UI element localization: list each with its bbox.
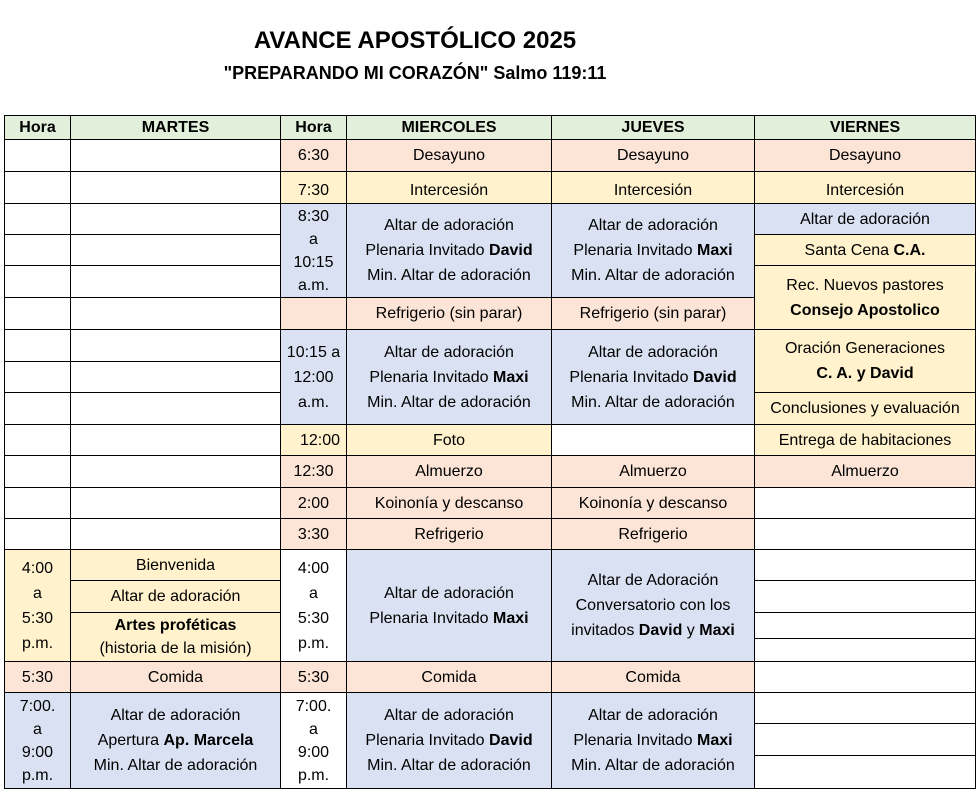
empty-cell <box>70 139 281 172</box>
viernes-desayuno: Desayuno <box>754 139 976 172</box>
jueves-koinonia: Koinonía y descanso <box>551 487 755 519</box>
miercoles-bloque-1: Altar de adoración Plenaria Invitado David Min. Altar de adoración <box>346 203 552 298</box>
empty-cell <box>754 755 976 789</box>
jueves-comida: Comida <box>551 661 755 693</box>
empty-cell <box>4 265 71 298</box>
empty-cell <box>70 203 281 235</box>
empty-cell <box>754 612 976 639</box>
miercoles-comida: Comida <box>346 661 552 693</box>
empty-cell <box>4 234 71 266</box>
time-cell: 7:00. a 9:00 p.m. <box>4 692 71 789</box>
viernes-almuerzo: Almuerzo <box>754 455 976 488</box>
empty-cell <box>754 638 976 662</box>
empty-cell <box>4 424 71 456</box>
empty-cell <box>70 487 281 519</box>
jueves-almuerzo: Almuerzo <box>551 455 755 488</box>
empty-cell <box>4 297 71 330</box>
jueves-refrigerio: Refrigerio <box>551 518 755 550</box>
empty-cell <box>70 329 281 362</box>
time-cell: 12:00 <box>280 424 347 456</box>
jueves-bloque-1: Altar de adoración Plenaria Invitado Maxi Min. Altar de adoración <box>551 203 755 298</box>
empty-cell <box>4 329 71 362</box>
jueves-noche: Altar de adoración Plenaria Invitado Maxi Min. Altar de adoración <box>551 692 755 789</box>
miercoles-desayuno: Desayuno <box>346 139 552 172</box>
miercoles-refrigerio-sin-parar: Refrigerio (sin parar) <box>346 297 552 330</box>
viernes-santa-cena: Santa Cena C.A. <box>754 234 976 266</box>
martes-comida: Comida <box>70 661 281 693</box>
empty-cell <box>70 392 281 425</box>
martes-altar: Altar de adoración <box>70 580 281 613</box>
page-subtitle: "PREPARANDO MI CORAZÓN" Salmo 119:11 <box>223 63 607 83</box>
empty-cell <box>754 487 976 519</box>
viernes-conclusiones: Conclusiones y evaluación <box>754 392 976 425</box>
miercoles-noche: Altar de adoración Plenaria Invitado David Min. Altar de adoración <box>346 692 552 789</box>
header-hora-1: Hora <box>4 115 71 140</box>
miercoles-refrigerio: Refrigerio <box>346 518 552 550</box>
empty-cell <box>754 692 976 724</box>
empty-cell <box>4 171 71 204</box>
empty-cell <box>70 424 281 456</box>
empty-cell <box>4 518 71 550</box>
time-cell: 7:30 <box>280 171 347 204</box>
jueves-intercesion: Intercesión <box>551 171 755 204</box>
time-cell: 5:30 <box>4 661 71 693</box>
viernes-habitaciones: Entrega de habitaciones <box>754 424 976 456</box>
empty-cell <box>4 361 71 393</box>
empty-cell <box>70 234 281 266</box>
time-cell: 8:30 a 10:15 a.m. <box>280 203 347 298</box>
empty-cell <box>70 171 281 204</box>
empty-cell <box>754 518 976 550</box>
time-cell: 4:00 a 5:30 p.m. <box>280 549 347 662</box>
martes-bienvenida: Bienvenida <box>70 549 281 581</box>
empty-cell <box>754 661 976 693</box>
jueves-desayuno: Desayuno <box>551 139 755 172</box>
page-title: AVANCE APOSTÓLICO 2025 <box>253 27 577 54</box>
empty-cell <box>4 392 71 425</box>
miercoles-almuerzo: Almuerzo <box>346 455 552 488</box>
empty-cell <box>70 265 281 298</box>
empty-cell <box>70 361 281 393</box>
header-jueves: JUEVES <box>551 115 755 140</box>
time-cell: 12:30 <box>280 455 347 488</box>
time-cell <box>280 297 347 330</box>
header-hora-2: Hora <box>280 115 347 140</box>
empty-cell <box>754 580 976 613</box>
empty-cell <box>70 297 281 330</box>
viernes-altar: Altar de adoración <box>754 203 976 235</box>
time-cell: 7:00. a 9:00 p.m. <box>280 692 347 789</box>
time-cell: 3:30 <box>280 518 347 550</box>
miercoles-tarde: Altar de adoración Plenaria Invitado Maxi <box>346 549 552 662</box>
empty-cell <box>4 139 71 172</box>
jueves-tarde: Altar de Adoración Conversatorio con los invitados David y Maxi <box>551 549 755 662</box>
time-cell: 5:30 <box>280 661 347 693</box>
jueves-refrigerio-sin-parar: Refrigerio (sin parar) <box>551 297 755 330</box>
miercoles-intercesion: Intercesión <box>346 171 552 204</box>
header-miercoles: MIERCOLES <box>346 115 552 140</box>
empty-cell <box>754 723 976 756</box>
martes-noche: Altar de adoración Apertura Ap. Marcela Min. Altar de adoración <box>70 692 281 789</box>
empty-cell <box>70 518 281 550</box>
time-cell: 2:00 <box>280 487 347 519</box>
header-viernes: VIERNES <box>754 115 976 140</box>
viernes-rec-pastores: Rec. Nuevos pastores Consejo Apostolico <box>754 265 976 330</box>
time-cell: 10:15 a 12:00 a.m. <box>280 329 347 425</box>
empty-cell <box>551 424 755 456</box>
time-cell: 6:30 <box>280 139 347 172</box>
viernes-oracion: Oración Generaciones C. A. y David <box>754 329 976 393</box>
miercoles-foto: Foto <box>346 424 552 456</box>
empty-cell <box>4 203 71 235</box>
jueves-bloque-2: Altar de adoración Plenaria Invitado David Min. Altar de adoración <box>551 329 755 425</box>
header-martes: MARTES <box>70 115 281 140</box>
viernes-intercesion: Intercesión <box>754 171 976 204</box>
miercoles-koinonia: Koinonía y descanso <box>346 487 552 519</box>
empty-cell <box>4 487 71 519</box>
empty-cell <box>70 455 281 488</box>
empty-cell <box>4 455 71 488</box>
miercoles-bloque-2: Altar de adoración Plenaria Invitado Maxi Min. Altar de adoración <box>346 329 552 425</box>
time-cell: 4:00 a 5:30 p.m. <box>4 549 71 662</box>
empty-cell <box>754 549 976 581</box>
martes-artes: Artes proféticas (historia de la misión) <box>70 612 281 662</box>
